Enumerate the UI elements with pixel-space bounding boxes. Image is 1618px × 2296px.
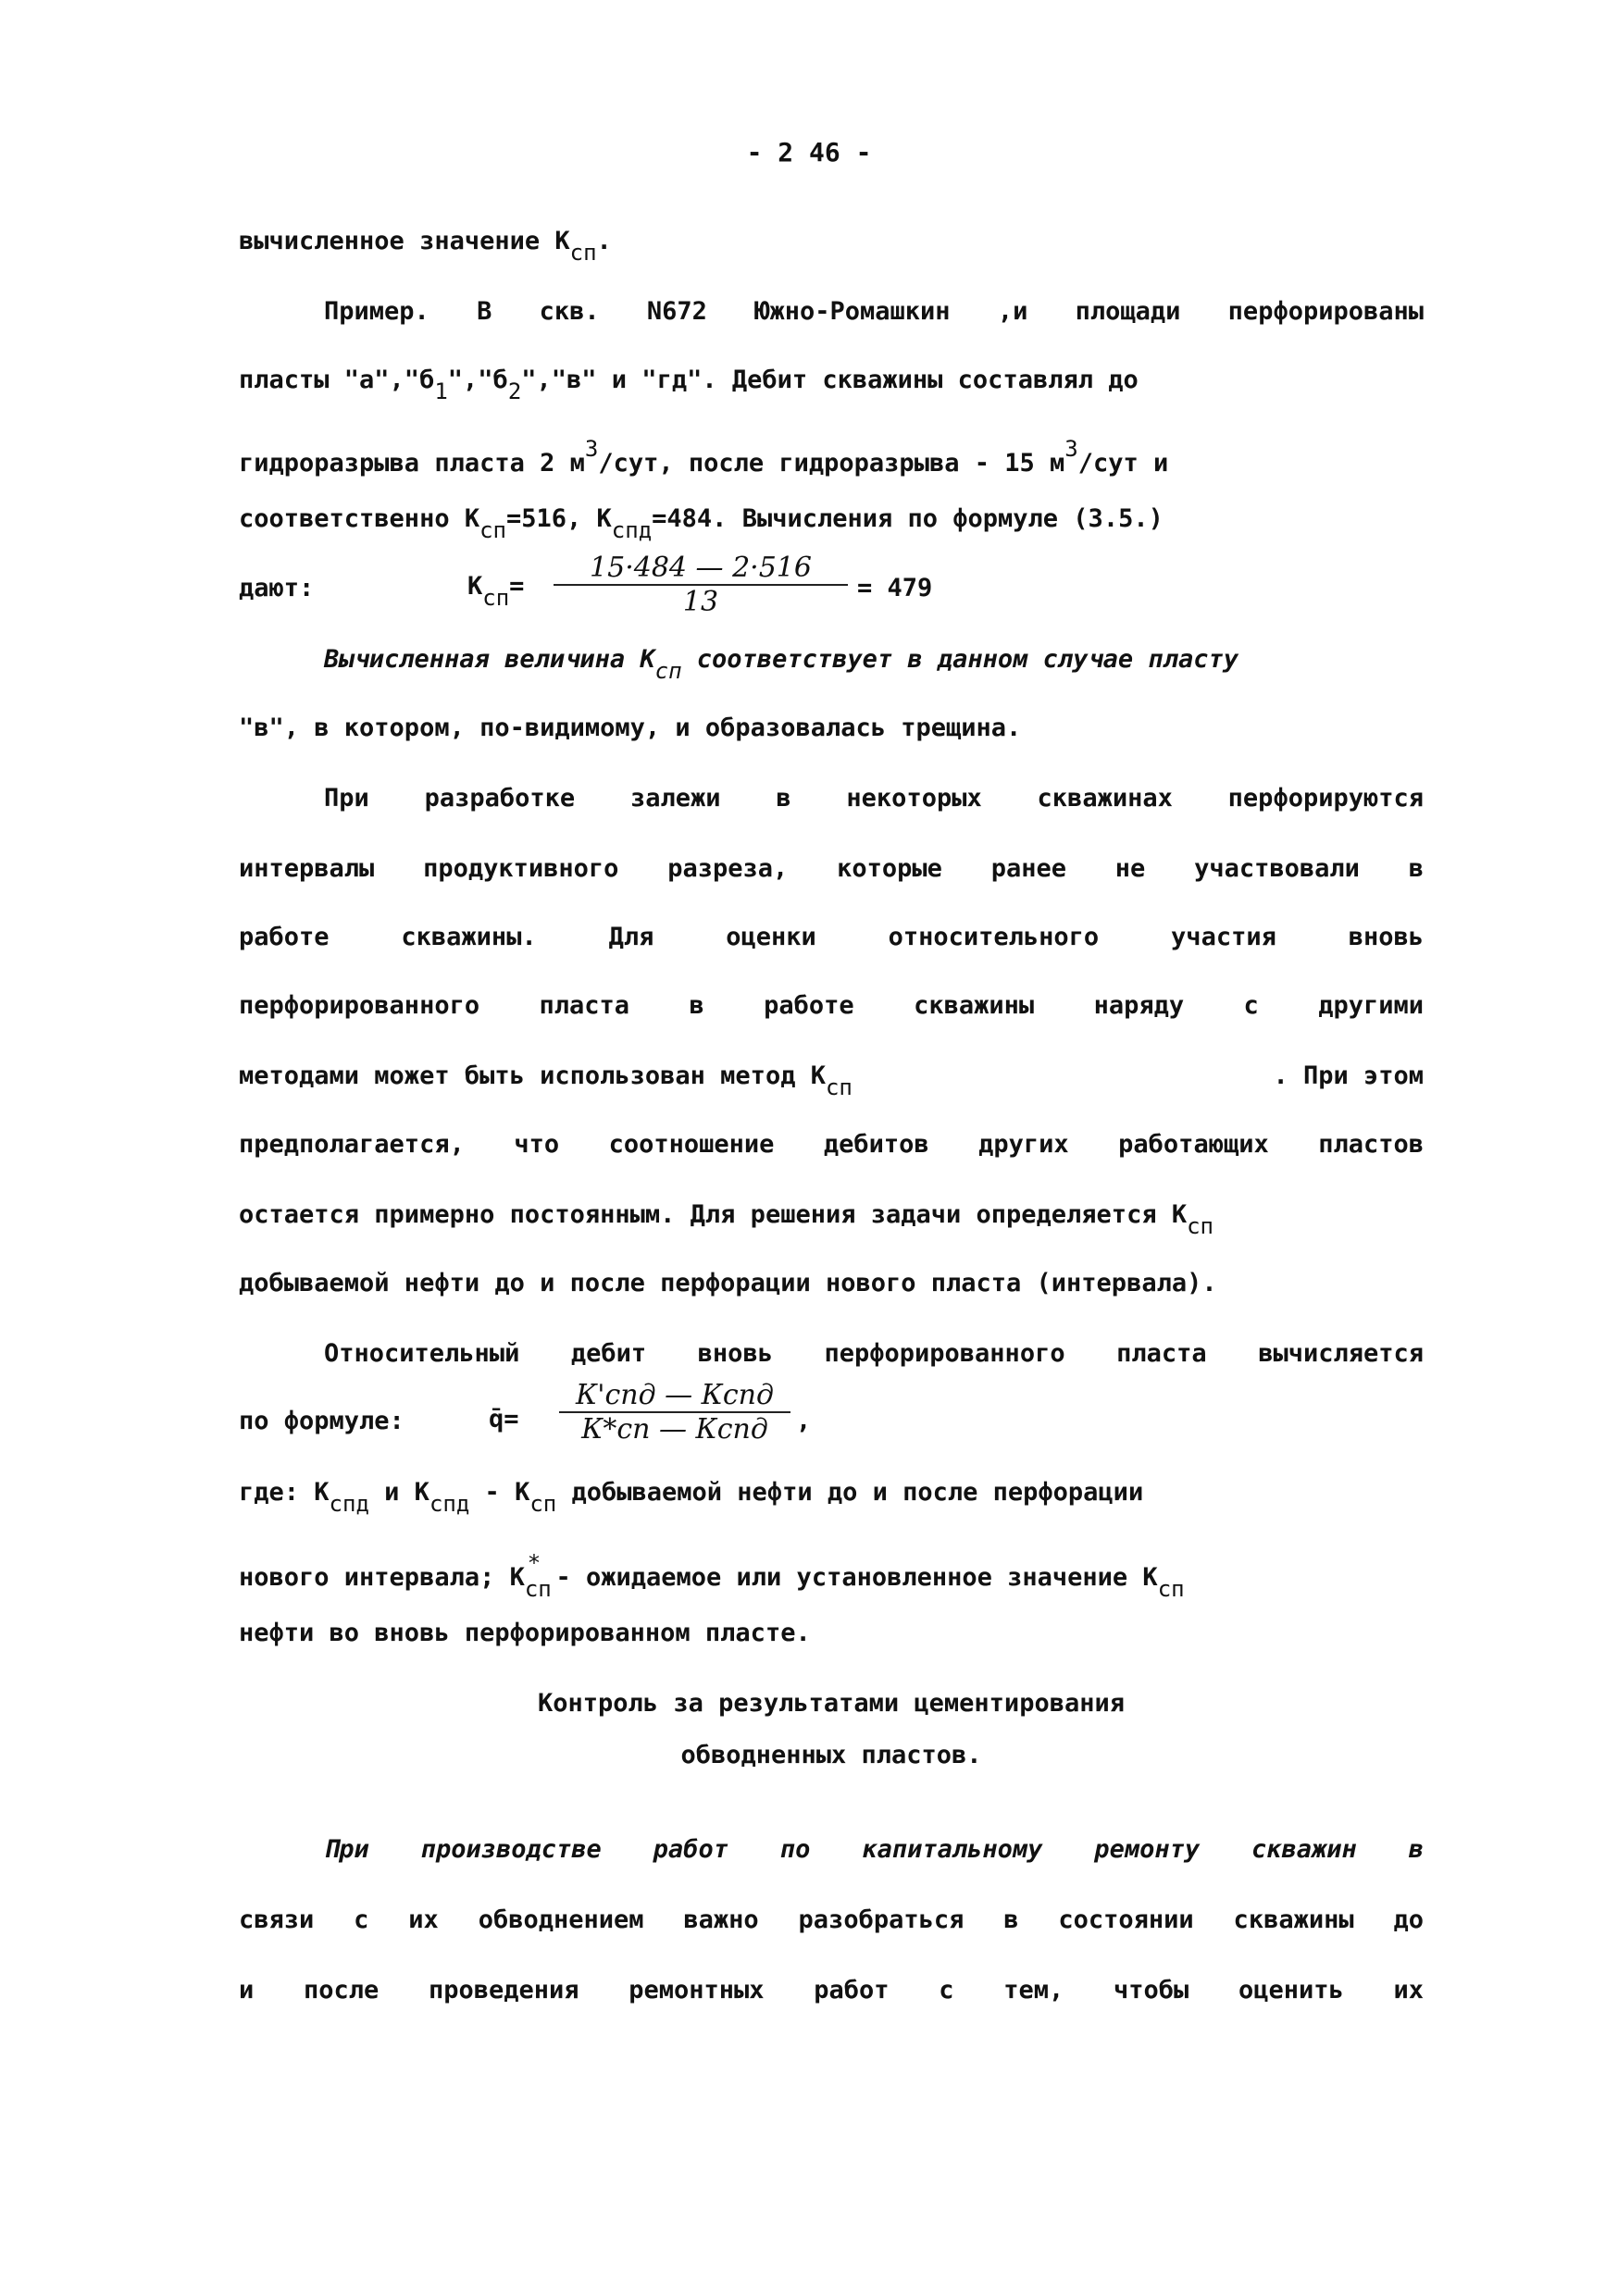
formula-denominator: 13 (682, 586, 719, 618)
section-heading: Контроль за результатами цементирования (538, 1689, 1125, 1718)
text-line: соответственно $К_{сп}=516$, $К_{спд}=484$. Вычисления по формуле (3.5.) (239, 504, 1164, 543)
text-line: перфорированного пласта в работе скважины наряду с другими (239, 991, 1424, 1020)
text-line: вычисленное значение $К_{сп}$. (239, 227, 612, 266)
text-line: интервалы продуктивного разреза, которые ранее не участвовали в (239, 854, 1424, 883)
formula-result: = 479 (857, 574, 933, 602)
text-line: и после проведения ремонтных работ с тем, чтобы оценить их (239, 1976, 1424, 2004)
text-line: по формуле: (239, 1407, 404, 1435)
text-line: При производстве работ по капитальному ремонту скважин в (324, 1835, 1424, 1864)
text-line: добываемой нефти до и после перфорации нового пласта (интервала). (239, 1269, 1217, 1297)
section-heading: обводненных пластов. (680, 1741, 982, 1769)
text-line: предполагается, что соотношение дебитов других работающих пластов (239, 1130, 1424, 1159)
text-line: методами может быть использован метод $К_{сп}$ . При этом (239, 1061, 1424, 1100)
text-line: пласты "$а","б_1","б_2","в$" и "гд". Дебит скважины составлял до (239, 366, 1139, 404)
text-line: Вычисленная величина $К_{сп}$ соответствует в данном случае пласту (324, 645, 1238, 684)
text-line: При разработке залежи в некоторых скважинах перфорируются (324, 784, 1424, 813)
formula-fraction (554, 552, 848, 618)
text-line: "в", в котором, по-видимому, и образовалась трещина. (239, 714, 1022, 742)
formula-lhs: $К_{сп}=$ (467, 572, 525, 611)
formula-comma: , (796, 1407, 812, 1435)
text-line: связи с их обводнением важно разобраться в состоянии скважины до (239, 1905, 1424, 1934)
formula-denominator: К*сп — Кспд (581, 1413, 768, 1446)
text-line: остается примерно постоянным. Для решения задачи определяется $К_{сп}$ (239, 1200, 1214, 1239)
text-line: работе скважины. Для оценки относительного участия вновь (239, 923, 1424, 951)
page-number: - 2 46 - (746, 137, 872, 168)
text-line: гидроразрыва пласта 2 $м^3$/сут, после гидроразрыва - 15 $м^3$/сут и (239, 436, 1169, 478)
text-line: где: $К_{спд}$ и $К_{спд} - К_{сп}$ добываемой нефти до и после перфорации (239, 1478, 1144, 1517)
formula-numerator: К'спд — Кспд (575, 1379, 775, 1411)
formula-fraction (559, 1379, 790, 1446)
text-line: нового интервала; $К_{сп}^*$ - ожидаемое или установленное значение $К_{сп}$ (239, 1550, 1185, 1602)
formula-lhs: q̄= (489, 1405, 519, 1433)
text-line: дают: (239, 574, 315, 602)
text-line: Относительный дебит вновь перфорированного пласта вычисляется (324, 1339, 1424, 1368)
text-line: нефти во вновь перфорированном пласте. (239, 1619, 811, 1647)
text-line: Пример. В скв. N672 Южно-Ромашкин ,и площади перфорированы (324, 297, 1424, 326)
formula-numerator: 15·484 — 2·516 (590, 552, 812, 584)
